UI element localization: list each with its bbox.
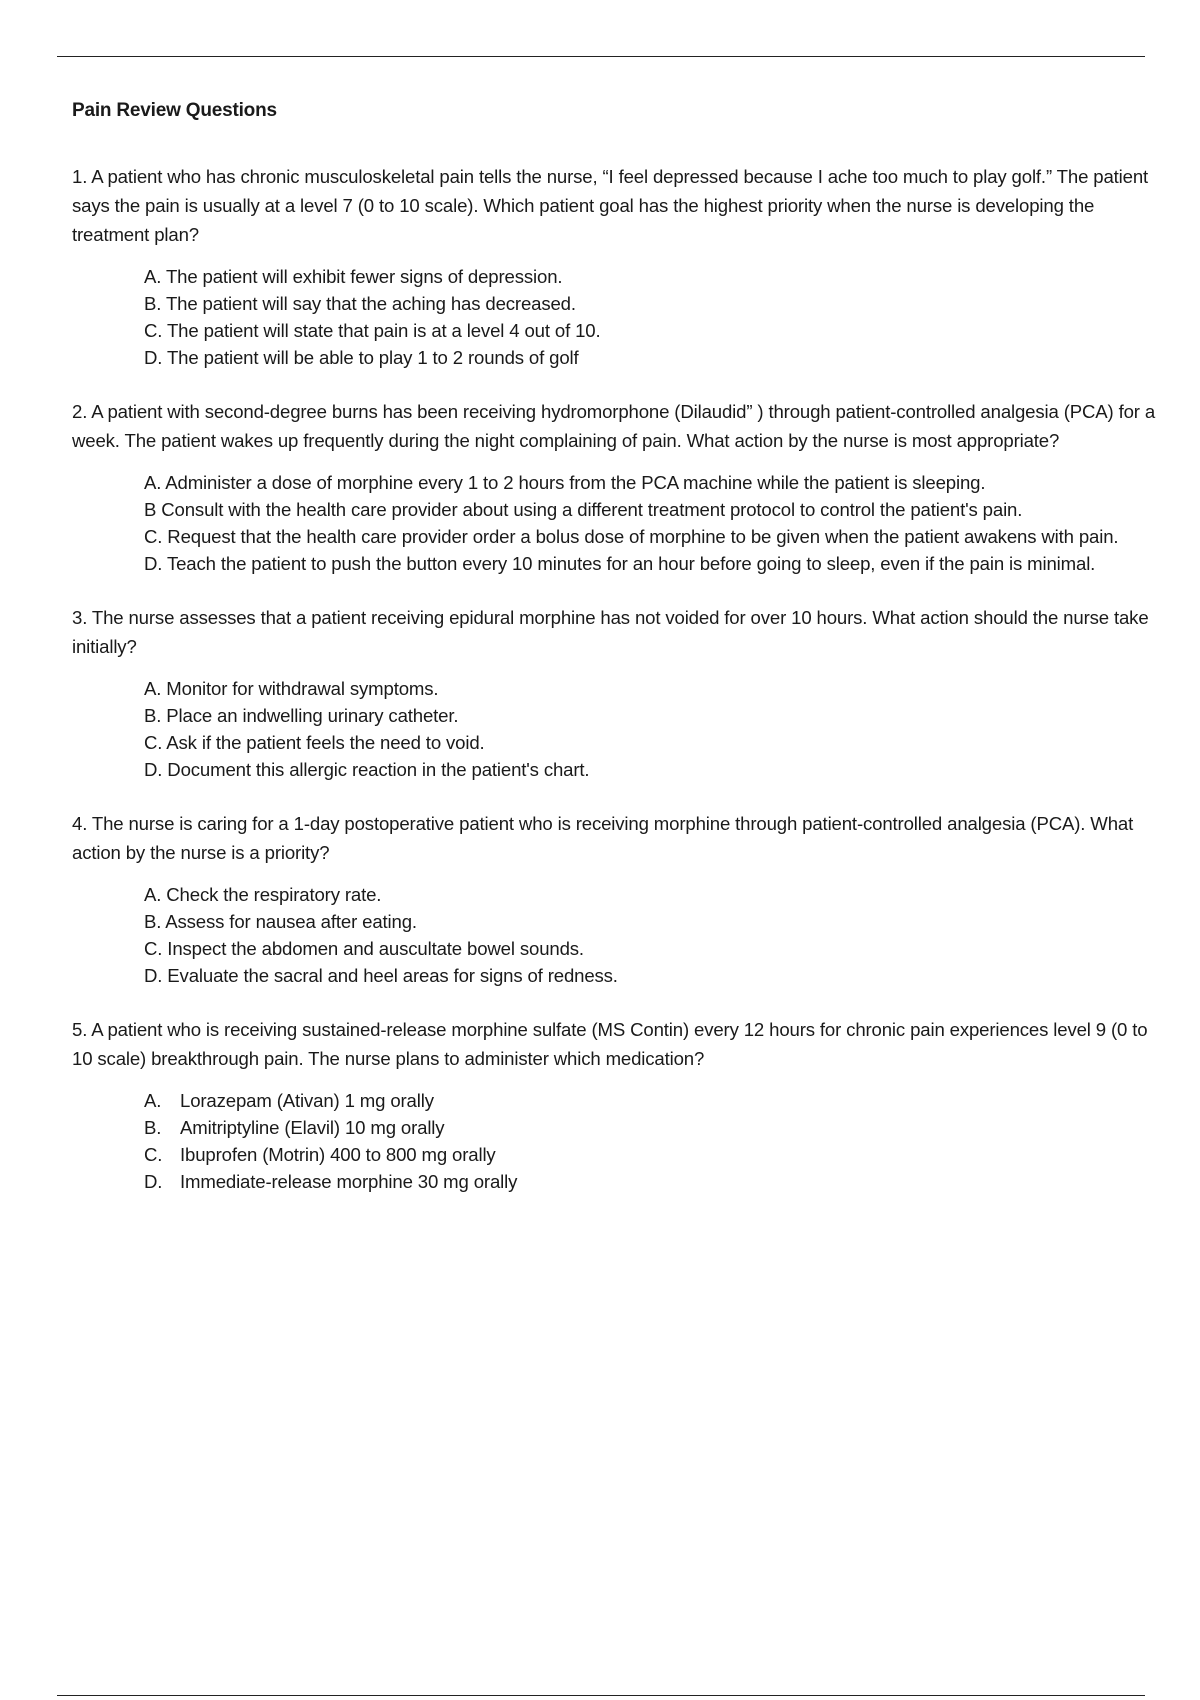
option-text: Ibuprofen (Motrin) 400 to 800 mg orally <box>180 1144 496 1165</box>
answer-option: A. The patient will exhibit fewer signs of depression. <box>144 266 563 287</box>
answer-option: B. Place an indwelling urinary catheter. <box>144 705 459 726</box>
answer-option: C. Request that the health care provider order a bolus dose of morphine to be given when the patient awakens with pain. <box>144 526 1119 547</box>
answer-options <box>72 1087 1162 1195</box>
bottom-rule <box>57 1695 1145 1696</box>
answer-option: D. Document this allergic reaction in the patient's chart. <box>144 759 590 780</box>
answer-option <box>144 1114 1162 1141</box>
question-5 <box>72 1015 1162 1195</box>
answer-options <box>72 469 1162 577</box>
answer-option: B. The patient will say that the aching has decreased. <box>144 293 576 314</box>
answer-option: A. Monitor for withdrawal symptoms. <box>144 678 439 699</box>
question-text: 3. The nurse assesses that a patient receiving epidural morphine has not voided for over 10 hours. What action should the nurse take initially? <box>72 607 1149 657</box>
question-text: 1. A patient who has chronic musculoskeletal pain tells the nurse, “I feel depressed because I ache too much to play golf.” The patient says the pain is usually at a level 7 (0 to 10 scale). Which patient goal has the highest priority when the nurse is developing the treatment plan? <box>72 166 1149 245</box>
answer-option: B Consult with the health care provider about using a different treatment protocol to control the patient's pain. <box>144 499 1023 520</box>
answer-option <box>144 1168 1162 1195</box>
answer-option: C. The patient will state that pain is at a level 4 out of 10. <box>144 320 601 341</box>
option-text: Immediate-release morphine 30 mg orally <box>180 1171 518 1192</box>
question-text: 4. The nurse is caring for a 1-day postoperative patient who is receiving morphine through patient-controlled analgesia (PCA). What action by the nurse is a priority? <box>72 813 1134 863</box>
answer-option: D. Teach the patient to push the button every 10 minutes for an hour before going to sleep, even if the pain is minimal. <box>144 553 1096 574</box>
answer-option: D. Evaluate the sacral and heel areas for signs of redness. <box>144 965 618 986</box>
document-title: Pain Review Questions <box>72 100 277 121</box>
answer-option: A. Administer a dose of morphine every 1 to 2 hours from the PCA machine while the patient is sleeping. <box>144 472 986 493</box>
answer-option <box>144 1141 1162 1168</box>
question-text: 5. A patient who is receiving sustained-release morphine sulfate (MS Contin) every 12 hours for chronic pain experiences level 9 (0 to 10 scale) breakthrough pain. The nurse plans to administer which medication? <box>72 1019 1148 1069</box>
top-rule <box>57 56 1145 57</box>
option-letter: C. <box>144 1144 163 1165</box>
question-2 <box>72 397 1162 577</box>
option-text: Amitriptyline (Elavil) 10 mg orally <box>180 1117 445 1138</box>
question-3 <box>72 603 1162 783</box>
answer-option: C. Inspect the abdomen and auscultate bowel sounds. <box>144 938 584 959</box>
question-4 <box>72 809 1162 989</box>
document-body <box>72 100 1162 1221</box>
option-letter: B. <box>144 1117 162 1138</box>
answer-options <box>72 263 1162 371</box>
answer-option: A. Check the respiratory rate. <box>144 884 382 905</box>
answer-option <box>144 1087 1162 1114</box>
question-text: 2. A patient with second-degree burns has been receiving hydromorphone (Dilaudid” ) through patient-controlled analgesia (PCA) for a week. The patient wakes up frequently during the night complaining of pain. What action by the nurse is most appropriate? <box>72 401 1156 451</box>
answer-options <box>72 675 1162 783</box>
question-1 <box>72 162 1162 371</box>
option-text: Lorazepam (Ativan) 1 mg orally <box>180 1090 434 1111</box>
answer-option: C. Ask if the patient feels the need to void. <box>144 732 485 753</box>
option-letter: A. <box>144 1090 162 1111</box>
answer-option: B. Assess for nausea after eating. <box>144 911 417 932</box>
answer-option: D. The patient will be able to play 1 to 2 rounds of golf <box>144 347 579 368</box>
answer-options <box>72 881 1162 989</box>
option-letter: D. <box>144 1171 163 1192</box>
